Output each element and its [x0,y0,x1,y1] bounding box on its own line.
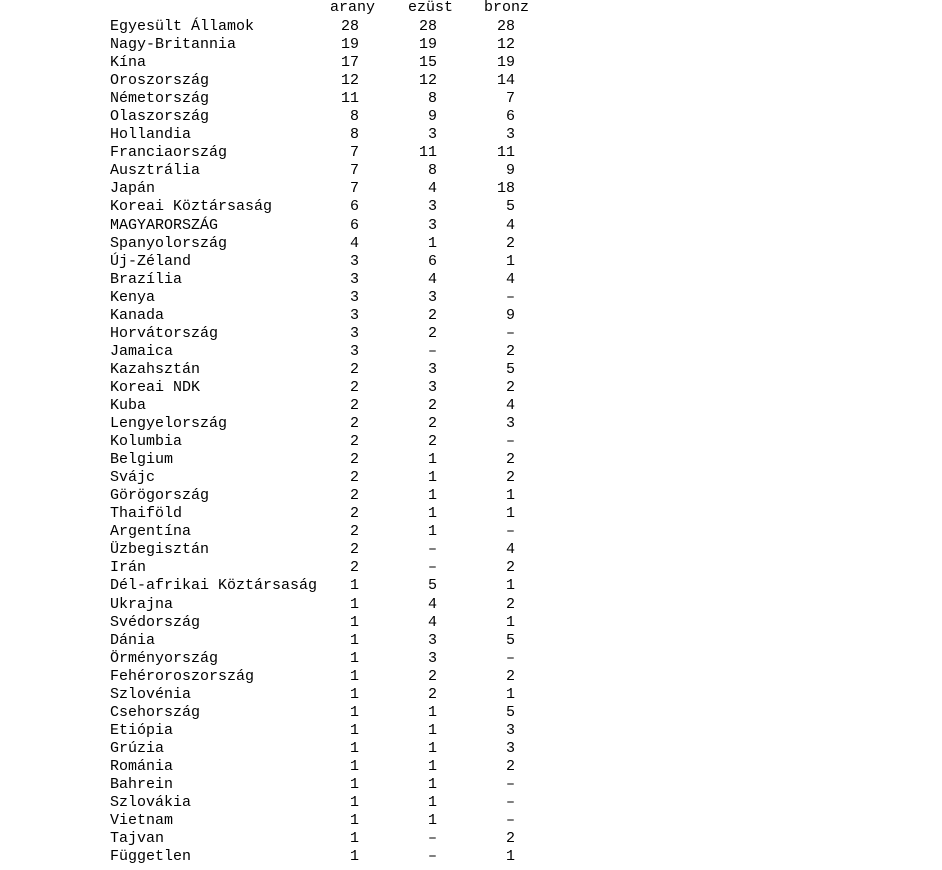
bronze-count: 3 [505,739,515,757]
silver-count: 1 [427,739,437,757]
table-row [0,505,942,523]
bronze-count: 4 [505,216,515,234]
bronze-count: – [505,288,515,306]
bronze-count: 1 [505,487,515,505]
bronze-count: 6 [505,108,515,126]
silver-count: – [427,848,437,866]
table-row [0,90,942,108]
silver-count: 3 [427,198,437,216]
silver-count: 1 [427,451,437,469]
gold-count: 1 [349,757,359,775]
table-row [0,614,942,632]
silver-count: 4 [427,180,437,198]
silver-count: 4 [427,270,437,288]
header-gold: arany [330,0,376,16]
country-cell: Kenya [110,288,156,306]
country-cell: Kazahsztán [110,360,201,378]
table-row [0,162,942,180]
header-row [0,0,942,18]
gold-count: 2 [349,415,359,433]
bronze-count: 5 [505,703,515,721]
silver-count: 11 [418,144,437,162]
country-cell: Kína [110,54,147,72]
silver-count: 1 [427,469,437,487]
silver-count: 9 [427,108,437,126]
silver-count: 2 [427,415,437,433]
silver-count: 2 [427,433,437,451]
silver-count: – [427,342,437,360]
header-bronze: bronz [484,0,530,16]
country-cell: Tajvan [110,830,165,848]
silver-count: 12 [418,72,437,90]
country-cell: Bahrein [110,775,174,793]
table-row [0,54,942,72]
gold-count: 1 [349,595,359,613]
gold-count: 1 [349,739,359,757]
country-cell: Olaszország [110,108,210,126]
country-cell: Görögország [110,487,210,505]
bronze-count: 5 [505,360,515,378]
table-row [0,433,942,451]
silver-count: 1 [427,523,437,541]
country-cell: Svédország [110,613,201,631]
country-cell: Etiópia [110,721,174,739]
silver-count: 3 [427,288,437,306]
table-row [0,198,942,216]
gold-count: 3 [349,270,359,288]
bronze-count: 2 [505,559,515,577]
country-cell: Svájc [110,469,156,487]
silver-count: 1 [427,794,437,812]
silver-count: 1 [427,775,437,793]
header-silver: ezüst [408,0,454,16]
country-cell: Oroszország [110,72,210,90]
bronze-count: 3 [505,721,515,739]
table-row [0,722,942,740]
table-row [0,397,942,415]
gold-count: 1 [349,794,359,812]
table-row [0,704,942,722]
table-row [0,343,942,361]
gold-count: 1 [349,685,359,703]
silver-count: 4 [427,613,437,631]
table-row [0,379,942,397]
gold-count: 8 [349,126,359,144]
gold-count: 2 [349,433,359,451]
gold-count: 3 [349,252,359,270]
table-row [0,487,942,505]
bronze-count: – [505,523,515,541]
bronze-count: 2 [505,234,515,252]
table-row [0,361,942,379]
gold-count: 1 [349,613,359,631]
table-row [0,217,942,235]
country-cell: Hollandia [110,126,192,144]
silver-count: – [427,559,437,577]
silver-count: 15 [418,54,437,72]
silver-count: 1 [427,703,437,721]
bronze-count: 4 [505,541,515,559]
country-cell: Horvátország [110,324,219,342]
gold-count: 7 [349,162,359,180]
silver-count: 28 [418,18,437,35]
bronze-count: 4 [505,396,515,414]
bronze-count: 19 [496,54,515,72]
bronze-count: 11 [496,144,515,162]
table-row [0,559,942,577]
silver-count: 3 [427,216,437,234]
bronze-count: 7 [505,90,515,108]
country-cell: Szlovénia [110,685,192,703]
silver-count: 3 [427,126,437,144]
silver-count: 2 [427,685,437,703]
table-row [0,235,942,253]
table-row [0,848,942,866]
gold-count: 1 [349,667,359,685]
table-row [0,523,942,541]
table-row [0,36,942,54]
table-row [0,325,942,343]
table-row [0,307,942,325]
silver-count: 2 [427,667,437,685]
table-row [0,577,942,595]
silver-count: 6 [427,252,437,270]
gold-count: 2 [349,487,359,505]
gold-count: 12 [340,72,359,90]
country-cell: Lengyelország [110,415,228,433]
bronze-count: – [505,775,515,793]
table-row [0,271,942,289]
table-row [0,18,942,36]
bronze-count: 18 [496,180,515,198]
table-row [0,794,942,812]
bronze-count: 9 [505,306,515,324]
bronze-count: 2 [505,757,515,775]
silver-count: 2 [427,396,437,414]
bronze-count: 28 [496,18,515,35]
country-cell: Spanyolország [110,234,228,252]
bronze-count: 9 [505,162,515,180]
table-body [0,18,942,866]
bronze-count: 5 [505,631,515,649]
country-cell: Románia [110,757,174,775]
bronze-count: 4 [505,270,515,288]
bronze-count: 2 [505,451,515,469]
table-row [0,830,942,848]
country-cell: Irán [110,559,147,577]
silver-count: 2 [427,306,437,324]
gold-count: 6 [349,198,359,216]
gold-count: 2 [349,559,359,577]
gold-count: 19 [340,36,359,54]
bronze-count: 5 [505,198,515,216]
country-cell: Vietnam [110,812,174,830]
gold-count: 2 [349,469,359,487]
country-cell: Örményország [110,649,219,667]
table-row [0,469,942,487]
table-row [0,632,942,650]
gold-count: 1 [349,703,359,721]
gold-count: 3 [349,342,359,360]
country-cell: Dánia [110,631,156,649]
country-cell: Argentína [110,523,192,541]
bronze-count: – [505,812,515,830]
bronze-count: 2 [505,378,515,396]
silver-count: 1 [427,757,437,775]
bronze-count: – [505,324,515,342]
gold-count: 2 [349,360,359,378]
country-cell: Kanada [110,306,165,324]
silver-count: 1 [427,812,437,830]
country-cell: Belgium [110,451,174,469]
country-cell: Kuba [110,396,147,414]
country-cell: Kolumbia [110,433,183,451]
country-cell: Németország [110,90,210,108]
country-cell: Japán [110,180,156,198]
silver-count: 1 [427,505,437,523]
country-cell: Dél-afrikai Köztársaság [110,577,318,595]
bronze-count: 3 [505,126,515,144]
silver-count: 1 [427,487,437,505]
table-row [0,668,942,686]
gold-count: 8 [349,108,359,126]
gold-count: 7 [349,180,359,198]
gold-count: 1 [349,830,359,848]
bronze-count: 1 [505,505,515,523]
table-row [0,740,942,758]
bronze-count: 1 [505,685,515,703]
table-row [0,126,942,144]
bronze-count: 1 [505,848,515,866]
country-cell: MAGYARORSZÁG [110,216,219,234]
country-cell: Üzbegisztán [110,541,210,559]
gold-count: 28 [340,18,359,35]
bronze-count: 14 [496,72,515,90]
table-row [0,776,942,794]
gold-count: 1 [349,649,359,667]
gold-count: 1 [349,577,359,595]
silver-count: 3 [427,649,437,667]
gold-count: 2 [349,451,359,469]
country-cell: Franciaország [110,144,228,162]
bronze-count: – [505,794,515,812]
bronze-count: – [505,649,515,667]
silver-count: 3 [427,631,437,649]
country-cell: Egyesült Államok [110,18,255,35]
bronze-count: 1 [505,252,515,270]
country-cell: Grúzia [110,739,165,757]
silver-count: 2 [427,324,437,342]
bronze-count: – [505,433,515,451]
silver-count: 3 [427,360,437,378]
silver-count: 3 [427,378,437,396]
country-cell: Szlovákia [110,794,192,812]
country-cell: Új-Zéland [110,252,192,270]
gold-count: 1 [349,631,359,649]
gold-count: 2 [349,378,359,396]
bronze-count: 2 [505,342,515,360]
gold-count: 1 [349,848,359,866]
table-row [0,144,942,162]
bronze-count: 2 [505,667,515,685]
gold-count: 4 [349,234,359,252]
table-row [0,289,942,307]
table-row [0,253,942,271]
bronze-count: 3 [505,415,515,433]
table-row [0,596,942,614]
country-cell: Fehéroroszország [110,667,255,685]
bronze-count: 2 [505,830,515,848]
table-row [0,686,942,704]
gold-count: 1 [349,721,359,739]
gold-count: 17 [340,54,359,72]
bronze-count: 2 [505,595,515,613]
table-row [0,180,942,198]
table-row [0,451,942,469]
silver-count: 8 [427,90,437,108]
table-row [0,758,942,776]
gold-count: 7 [349,144,359,162]
gold-count: 2 [349,541,359,559]
gold-count: 2 [349,505,359,523]
gold-count: 2 [349,396,359,414]
silver-count: 1 [427,234,437,252]
silver-count: 8 [427,162,437,180]
country-cell: Thaiföld [110,505,183,523]
country-cell: Koreai Köztársaság [110,198,273,216]
gold-count: 3 [349,306,359,324]
table-row [0,650,942,668]
country-cell: Brazília [110,270,183,288]
table-row [0,541,942,559]
country-cell: Jamaica [110,342,174,360]
bronze-count: 1 [505,613,515,631]
silver-count: 4 [427,595,437,613]
gold-count: 1 [349,775,359,793]
silver-count: – [427,830,437,848]
gold-count: 2 [349,523,359,541]
table-row [0,108,942,126]
silver-count: – [427,541,437,559]
country-cell: Nagy-Britannia [110,36,237,54]
table-row [0,72,942,90]
silver-count: 1 [427,721,437,739]
gold-count: 11 [340,90,359,108]
table-row [0,812,942,830]
gold-count: 3 [349,288,359,306]
gold-count: 6 [349,216,359,234]
bronze-count: 2 [505,469,515,487]
silver-count: 5 [427,577,437,595]
country-cell: Ukrajna [110,595,174,613]
bronze-count: 12 [496,36,515,54]
country-cell: Ausztrália [110,162,201,180]
country-cell: Csehország [110,703,201,721]
country-cell: Független [110,848,192,866]
country-cell: Koreai NDK [110,378,201,396]
bronze-count: 1 [505,577,515,595]
silver-count: 19 [418,36,437,54]
gold-count: 1 [349,812,359,830]
gold-count: 3 [349,324,359,342]
table-row [0,415,942,433]
